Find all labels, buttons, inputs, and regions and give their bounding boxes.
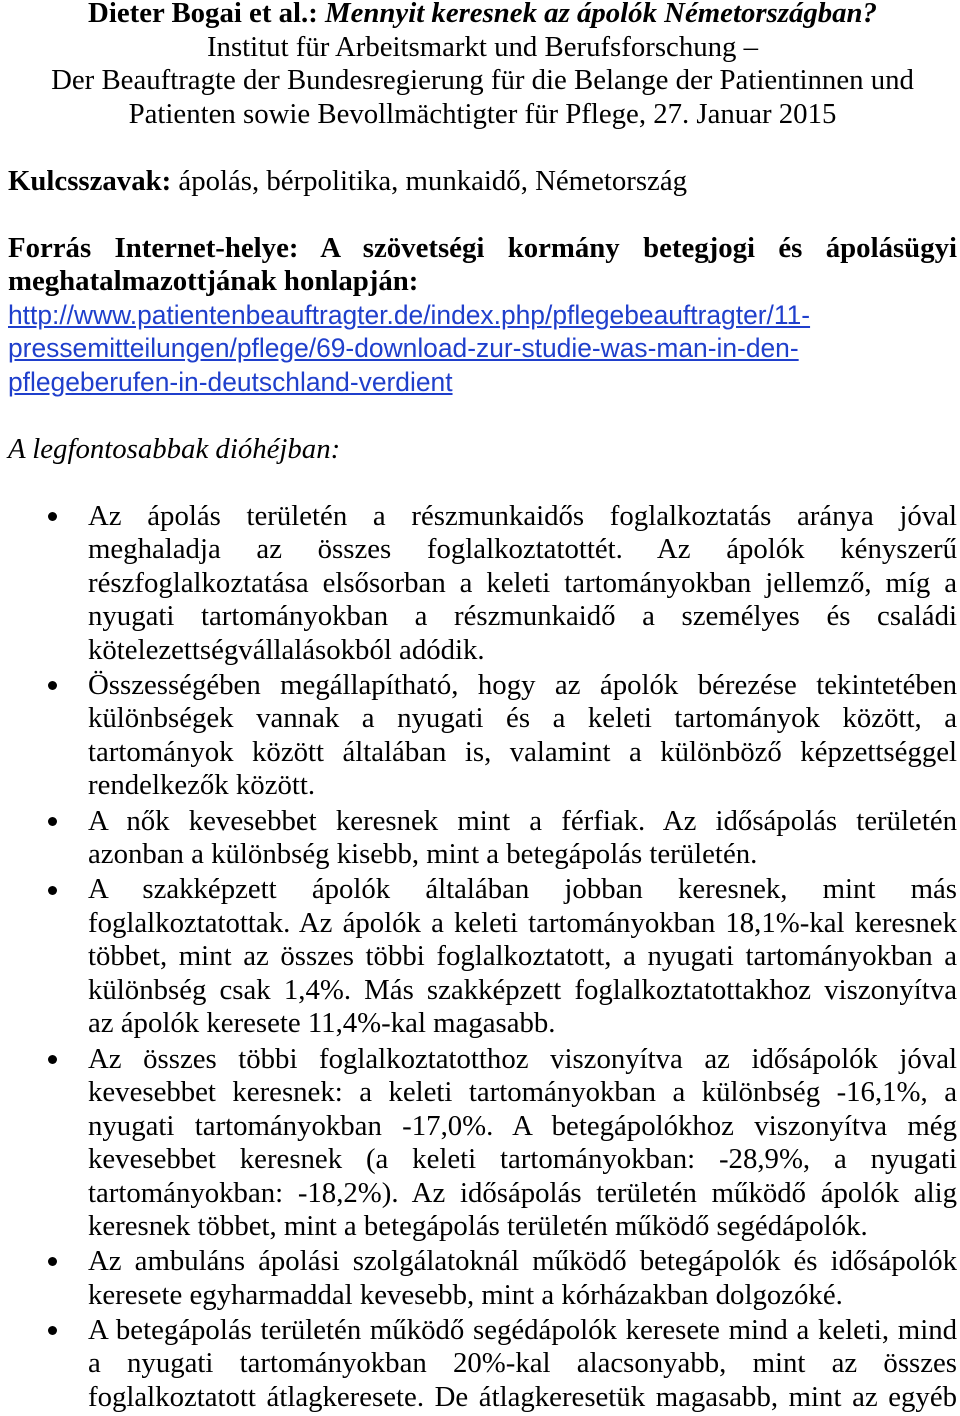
list-item-line: nyugati tartományokban -17,0%. A betegápolókhoz viszonyítva még bbox=[88, 1109, 957, 1142]
article-title: Mennyit keresnek az ápolók Németországban? bbox=[325, 0, 877, 30]
document-header bbox=[8, 0, 957, 131]
list-item-line: foglalkoztatott átlagkeresete. De átlagkeresetük magasabb, mint az egyéb bbox=[88, 1380, 957, 1413]
list-item-line: azonban a különbség kisebb, mint a betegápolás területén. bbox=[88, 838, 758, 871]
list-item-line: A szakképzett ápolók általában jobban keresnek, mint más bbox=[88, 873, 957, 906]
publisher-line: Der Beauftragte der Bundesregierung für die Belange der Patientinnen und Patienten sowie Bevollmächtigter für Pflege, 27. Januar 2015 bbox=[51, 64, 914, 130]
list-item-line: nyugati tartományokban a részmunkaidő a személyes és családi bbox=[88, 600, 957, 633]
list-item-line: keresnek többet, mint a betegápolás területén működő segédápolók. bbox=[88, 1210, 868, 1242]
list-item bbox=[88, 500, 957, 668]
list-item-line: többet, mint az összes többi foglalkoztatott, a nyugati tartományokban a bbox=[88, 940, 957, 973]
keywords-label: Kulcsszavak: bbox=[8, 164, 172, 197]
list-item-line: Összességében megállapítható, hogy az ápolók bérezése tekintetében bbox=[88, 668, 957, 701]
summary-heading: A legfontosabbak dióhéjban: bbox=[8, 432, 341, 465]
list-item bbox=[88, 1245, 957, 1312]
bullet-icon bbox=[48, 681, 57, 690]
bullet-icon bbox=[48, 1055, 57, 1064]
source-link-line[interactable]: http://www.patientenbeauftragter.de/index.php/pflegebeauftragter/11- bbox=[8, 299, 811, 330]
bullet-icon bbox=[48, 886, 57, 895]
list-item-line: keresete egyharmaddal kevesebb, mint a kórházakban dolgozóké. bbox=[88, 1278, 843, 1311]
list-item-line: különbség csak 1,4%. Más szakképzett foglalkoztatottakhoz viszonyítva bbox=[88, 973, 957, 1006]
list-item-line: kevesebbet keresnek: a keleti tartományokban a különbség -16,1%, a bbox=[88, 1076, 957, 1108]
list-item-line: Az ambuláns ápolási szolgálatoknál működő betegápolók és idősápolók bbox=[88, 1245, 957, 1278]
bullet-icon bbox=[48, 1257, 57, 1266]
list-item bbox=[88, 669, 957, 803]
list-item-line: kevesebbet keresnek (a keleti tartományokban: -28,9%, a nyugati bbox=[88, 1143, 957, 1175]
list-item-line: foglalkoztatottak. Az ápolók a keleti tartományokban 18,1%-kal keresnek bbox=[88, 906, 957, 939]
list-item bbox=[88, 805, 957, 872]
keywords-line bbox=[8, 165, 957, 199]
list-item-line: Az összes többi foglalkoztatotthoz viszonyítva az idősápolók jóval bbox=[88, 1042, 957, 1075]
source-label: Forrás Internet-helye: A szövetségi kormány betegjogi és ápolásügyi meghatalmazottjának honlapján: bbox=[8, 231, 957, 298]
list-item-line: kötelezettségvállalásokból adódik. bbox=[88, 633, 485, 666]
list-item-line: részfoglalkoztatása elsősorban a keleti tartományokban jellemző, míg a bbox=[88, 566, 957, 599]
bullet-icon bbox=[48, 817, 57, 826]
list-item bbox=[88, 873, 957, 1041]
list-item-line: meghaladja az összes foglalkoztatottét. Az ápolók kényszerű bbox=[88, 533, 957, 566]
institute-line: Institut für Arbeitsmarkt und Berufsforschung – bbox=[206, 30, 759, 63]
bullet-icon bbox=[48, 1326, 57, 1335]
list-item-line: tartományokban: -18,2%). Az idősápolás területén működő ápolók alig bbox=[88, 1176, 957, 1209]
list-item bbox=[88, 1314, 957, 1415]
source-link-line[interactable]: pflegeberufen-in-deutschland-verdient bbox=[8, 366, 453, 397]
list-item-line: tartományok között általában is, valamint a különböző képzettséggel bbox=[88, 735, 957, 768]
list-item-line: különbségek vannak a nyugati és a keleti tartományok között, a bbox=[88, 702, 957, 735]
source-link[interactable] bbox=[8, 299, 957, 400]
list-item-line: A betegápolás területén működő segédápolók keresete mind a keleti, mind bbox=[88, 1313, 957, 1346]
list-item-line: rendelkezők között. bbox=[88, 769, 316, 802]
source-link-line[interactable]: pressemitteilungen/pflege/69-download-zur-studie-was-man-in-den- bbox=[8, 333, 799, 364]
title-line bbox=[8, 0, 957, 31]
keywords-value: ápolás, bérpolitika, munkaidő, Németország bbox=[178, 164, 688, 197]
summary-list bbox=[8, 500, 957, 1415]
bullet-icon bbox=[48, 512, 57, 521]
list-item-line: A nők kevesebbet keresnek mint a férfiak. Az idősápolás területén bbox=[88, 804, 957, 837]
list-item-line: az ápolók keresete 11,4%-kal magasabb. bbox=[88, 1007, 556, 1040]
author-names: Dieter Bogai et al.: bbox=[88, 0, 318, 30]
list-item-line: a nyugati tartományokban 20%-kal alacsonyabb, mint az összes bbox=[88, 1347, 957, 1380]
list-item-line: Az ápolás területén a részmunkaidős foglalkoztatás aránya jóval bbox=[88, 499, 957, 532]
list-item bbox=[88, 1043, 957, 1244]
